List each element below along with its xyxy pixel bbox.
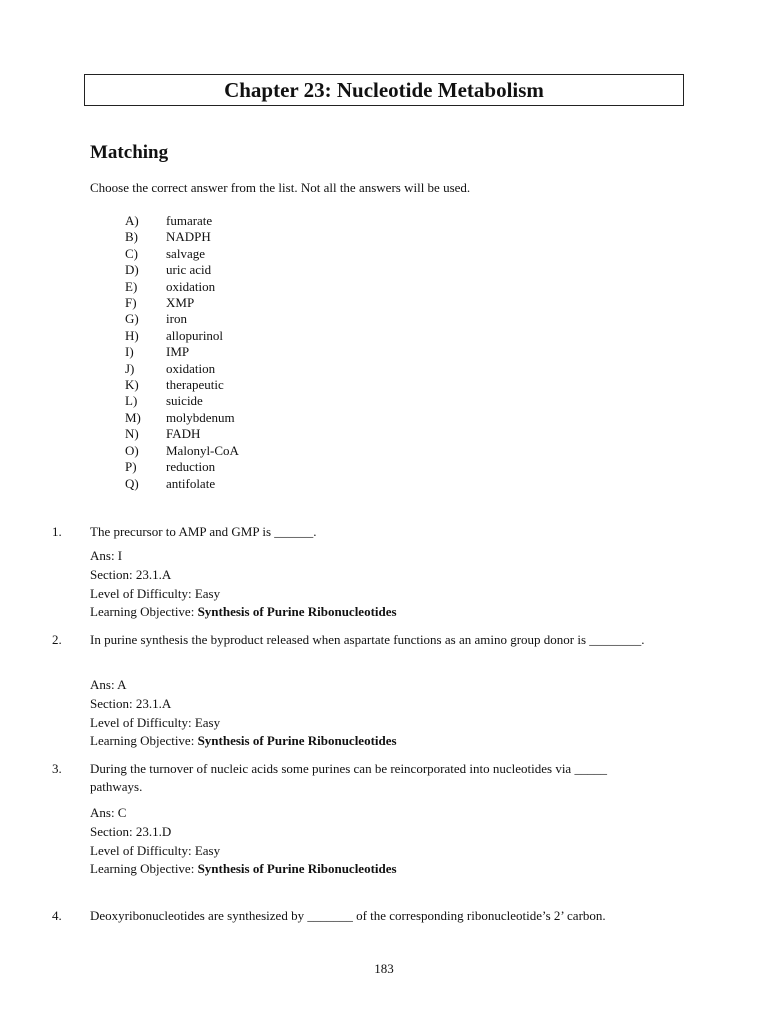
answer-text: molybdenum [166,409,235,425]
section-heading: Matching [90,142,169,163]
answer-text: uric acid [166,262,212,278]
answer-letter: P) [125,459,137,475]
answer-text: antifolate [166,475,216,491]
answer-choice [125,443,239,459]
answer-choice [125,426,239,442]
learning-objective-label: Learning Objective: [90,861,198,877]
answer-text: NADPH [166,229,211,245]
answer-letter: Q) [125,475,139,491]
question-number: 1. [52,524,62,539]
answer-text: iron [166,311,187,327]
answer-choice [125,229,239,245]
answer-choice [125,328,239,344]
section-ref: Section: 23.1.D [90,823,172,839]
section-ref: Section: 23.1.A [90,566,172,582]
question-metadata [90,804,397,879]
learning-objective [90,860,397,879]
answer-choice [125,410,239,426]
answer-choice-list [125,213,239,492]
question-number: 4. [52,908,62,923]
answer-letter: B) [125,229,138,245]
answer-letter: J) [125,360,135,376]
question-text: Deoxyribonucleotides are synthesized by _______ of the corresponding ribonucleotide’s 2’ carbon. [90,908,606,923]
difficulty-level: Level of Difficulty: Easy [90,585,221,601]
answer-key: Ans: A [90,677,127,692]
answer-letter: F) [125,295,137,311]
answer-text: suicide [166,393,203,409]
answer-text: fumarate [166,213,213,228]
answer-letter: E) [125,278,138,294]
answer-text: Malonyl-CoA [166,442,239,458]
answer-letter: A) [125,213,139,228]
answer-text: IMP [166,344,190,360]
answer-choice [125,262,239,278]
answer-choice [125,295,239,311]
answer-choice [125,361,239,377]
answer-choice [125,476,239,492]
answer-letter: I) [125,344,134,360]
question-text: During the turnover of nucleic acids some purines can be reincorporated into nucleotides via _____ pathways. [90,761,607,794]
answer-text: oxidation [166,278,216,294]
chapter-title: Chapter 23: Nucleotide Metabolism [224,77,544,102]
answer-text: FADH [166,426,201,442]
answer-letter: H) [125,327,139,343]
answer-text: salvage [166,245,205,261]
question-number: 3. [52,761,62,776]
learning-objective-value: Synthesis of Purine Ribonucleotides [197,733,397,749]
answer-choice [125,377,239,393]
answer-choice [125,459,239,475]
answer-letter: C) [125,245,138,261]
answer-choice [125,311,239,327]
difficulty-level: Level of Difficulty: Easy [90,714,221,730]
question-text: In purine synthesis the byproduct released when aspartate functions as an amino group donor is ________. [90,632,645,647]
answer-letter: N) [125,426,139,442]
section-ref: Section: 23.1.A [90,695,172,711]
chapter-title-box [84,74,684,106]
question-metadata [90,547,397,622]
answer-key: Ans: I [90,548,123,563]
learning-objective-value: Synthesis of Purine Ribonucleotides [197,861,397,877]
learning-objective-label: Learning Objective: [90,604,198,620]
answer-text: XMP [166,295,195,311]
question-text: The precursor to AMP and GMP is ______. [90,524,317,539]
question-metadata [90,676,397,751]
answer-text: allopurinol [166,327,224,343]
answer-letter: M) [125,409,141,425]
page-number: 183 [374,961,394,976]
answer-letter: L) [125,393,138,409]
answer-letter: D) [125,262,139,278]
answer-choice [125,279,239,295]
learning-objective-value: Synthesis of Purine Ribonucleotides [197,604,397,620]
answer-choice [125,344,239,360]
answer-key: Ans: C [90,805,127,820]
answer-choice [125,213,239,229]
answer-text: reduction [166,459,216,475]
answer-text: oxidation [166,360,216,376]
difficulty-level: Level of Difficulty: Easy [90,842,221,858]
answer-choice [125,246,239,262]
instructions-text: Choose the correct answer from the list. Not all the answers will be used. [90,180,471,195]
answer-choice [125,393,239,409]
answer-text: therapeutic [166,377,224,393]
learning-objective-label: Learning Objective: [90,733,198,749]
answer-letter: K) [125,377,139,393]
learning-objective [90,732,397,751]
question-number: 2. [52,632,62,647]
learning-objective [90,603,397,622]
answer-letter: G) [125,311,139,327]
answer-letter: O) [125,442,139,458]
